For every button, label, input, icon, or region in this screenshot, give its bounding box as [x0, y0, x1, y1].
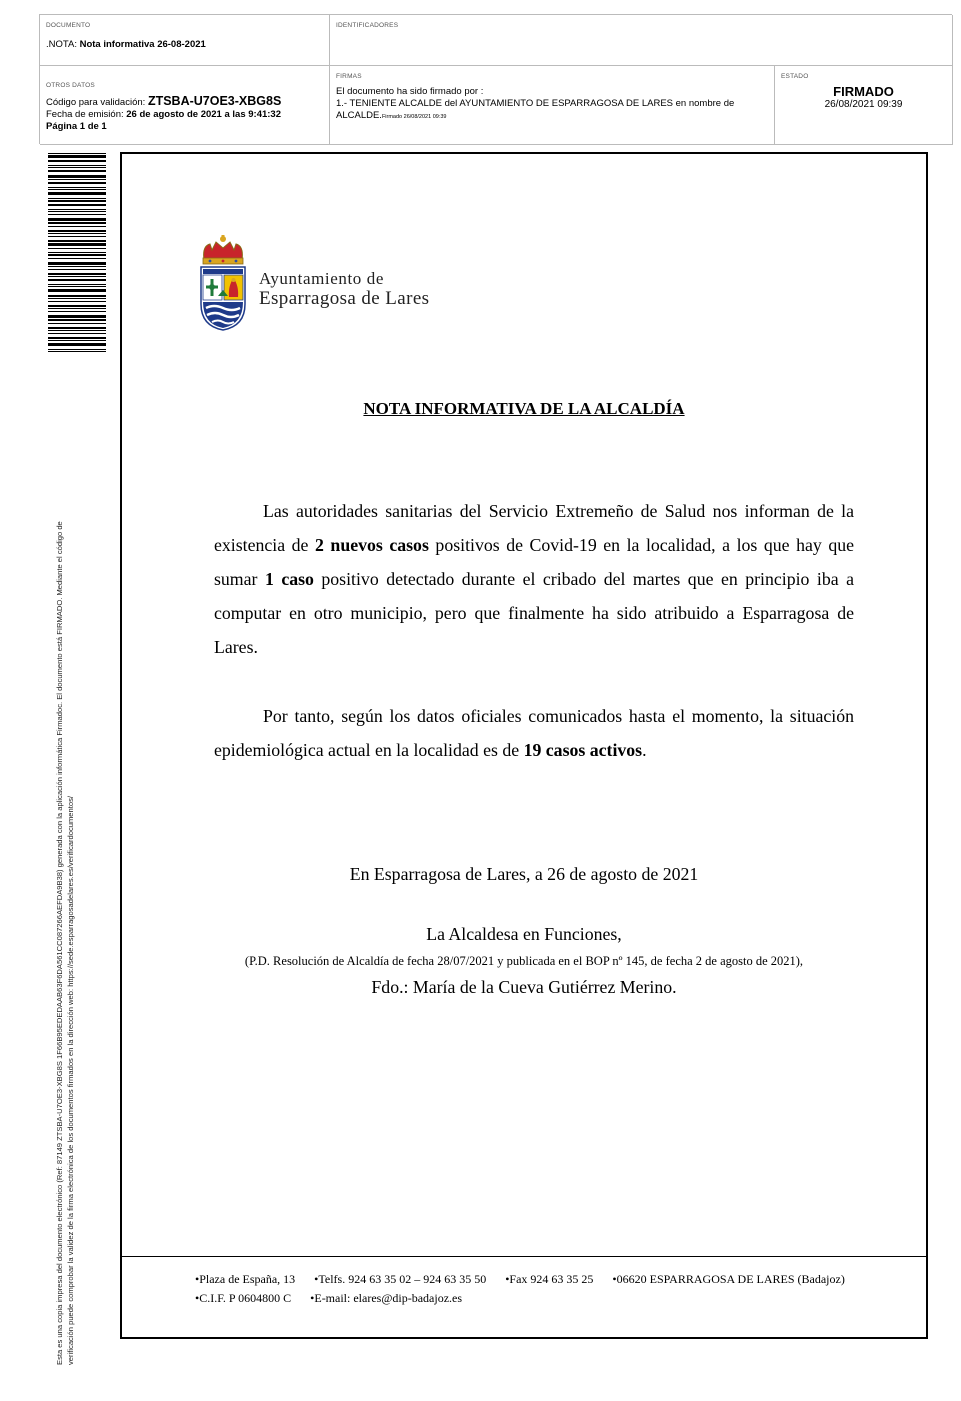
footer-phones: •Telfs. 924 63 35 02 – 924 63 35 50: [314, 1272, 487, 1286]
codigo-label: Código para validación:: [46, 97, 146, 108]
barcode-bar: [48, 153, 106, 154]
barcode-bar: [48, 273, 106, 275]
barcode-bar: [48, 266, 106, 267]
barcode-bar: [48, 330, 106, 331]
barcode-bar: [48, 254, 106, 256]
barcode-bar: [48, 262, 106, 265]
signature-delegation: (P.D. Resolución de Alcaldía de fecha 28/07/2021 y publicada en el BOP nº 145, de fecha 2 de agosto de 2021),: [244, 954, 804, 968]
signature-header-table: [39, 14, 952, 144]
letterhead-line1: Ayuntamiento de: [259, 269, 384, 288]
document-frame: [120, 152, 928, 1339]
barcode-bar: [48, 236, 106, 237]
documento-cell: [40, 15, 330, 66]
otros-datos-label: OTROS DATOS: [46, 82, 95, 89]
p1-text3: positivo detectado durante el cribado del martes que en principio iba a computar en otro municipio, pero que finalmente ha sido atribuido a Esparragosa de Lares.: [214, 569, 854, 657]
place-date: En Esparragosa de Lares, a 26 de agosto de 2021: [349, 864, 699, 884]
p2-bold1: 19 casos activos: [523, 740, 643, 760]
barcode-bar: [48, 248, 106, 249]
p2-text1: Por tanto, según los datos oficiales comunicados hasta el momento, la situación epidemiológica actual en la localidad es de: [214, 706, 854, 760]
barcode-bar: [48, 276, 106, 277]
barcode-bar: [48, 182, 106, 184]
documento-value: Nota informativa 26-08-2021: [79, 39, 206, 50]
barcode-bar: [48, 327, 106, 329]
barcode-bar: [48, 295, 106, 297]
barcode-bar: [48, 286, 106, 287]
firmas-cell: [330, 66, 775, 145]
firmas-line1: El documento ha sido firmado por :: [336, 86, 484, 97]
barcode-bar: [48, 160, 106, 162]
barcode-bar: [48, 226, 106, 227]
firmas-line3: ALCALDE.: [336, 110, 382, 121]
p2-text2: .: [642, 740, 647, 760]
firmas-line3-wrap: [336, 110, 768, 123]
footer-line2: [195, 1291, 478, 1306]
codigo-value: ZTSBA-U7OE3-XBG8S: [147, 94, 282, 108]
barcode-bar: [48, 170, 106, 172]
barcode-bar: [48, 349, 106, 350]
firmas-line2: 1.- TENIENTE ALCALDE del AYUNTAMIENTO DE ESPARRAGOSA DE LARES en nombre de: [336, 98, 735, 109]
barcode-bar: [48, 198, 106, 199]
barcode-bar: [48, 240, 106, 242]
barcode-bar: [48, 319, 106, 321]
firmas-label: FIRMAS: [336, 73, 362, 80]
barcode-bar: [48, 200, 106, 202]
fecha-value: 26 de agosto de 2021 a las 9:41:32: [126, 109, 281, 120]
barcode-bar: [48, 289, 106, 292]
paragraph-1: [214, 494, 854, 664]
barcode-bar: [48, 337, 106, 339]
fecha-line: [46, 109, 323, 121]
barcode-bar: [48, 243, 106, 246]
footer-address: •Plaza de España, 13: [195, 1272, 296, 1286]
footer-cif: •C.I.F. P 0604800 C: [195, 1291, 292, 1305]
estado-date: 26/08/2021 09:39: [824, 99, 903, 110]
barcode-bar: [48, 233, 106, 234]
barcode-bar: [48, 343, 106, 346]
side-text-line1: Esta es una copia impresa del documento electrónico (Ref: 87149 ZTSBA-U7OE3-XBG8S 1F66B95EDEDAAB63F6DA561CC087266AEFDA9B38) generada con la aplicación informática Firmadoc. El documento está FIRMADO. Mediante el código de: [55, 521, 64, 1365]
side-text-line2: verificación puede comprobar la validez de la firma electrónica de los documentos firmados en la dirección web: https://sede.esparragosadelares.es/verificardocumentos/: [66, 796, 75, 1365]
barcode-bar: [48, 179, 106, 180]
firmado-small: Firmado 26/08/2021 09:39: [381, 114, 447, 120]
barcode-bar: [48, 308, 106, 309]
verification-side-text: [54, 425, 76, 1365]
barcode-bar: [48, 209, 106, 210]
p1-text1: Las autoridades sanitarias del Servicio Extremeño de Salud nos informan de la existencia de: [214, 501, 854, 555]
barcode-bar: [48, 165, 106, 166]
barcode-bar: [48, 189, 106, 190]
barcode-bar: [48, 323, 106, 324]
documento-label: DOCUMENTO: [46, 22, 91, 29]
footer-fax: •Fax 924 63 35 25: [505, 1272, 594, 1286]
barcode-bar: [48, 279, 106, 281]
barcode-bar: [48, 214, 106, 215]
footer-postal: •06620 ESPARRAGOSA DE LARES (Badajoz): [612, 1272, 845, 1286]
barcode-bar: [48, 175, 106, 178]
barcode-bar: [48, 305, 106, 307]
estado-label: ESTADO: [781, 73, 809, 80]
barcode-bar: [48, 315, 106, 318]
barcode-bar: [48, 167, 106, 168]
documento-prefix: .NOTA:: [46, 39, 77, 50]
estado-value: FIRMADO: [833, 84, 894, 99]
p1-bold1: 2 nuevos casos: [314, 535, 429, 555]
letterhead-line2: Esparragosa de Lares: [259, 288, 430, 309]
identificadores-cell: [330, 15, 953, 66]
document-title: NOTA INFORMATIVA DE LA ALCALDÍA: [363, 399, 685, 418]
fecha-label: Fecha de emisión:: [46, 109, 124, 120]
otros-datos-cell: [40, 66, 330, 145]
barcode-bar: [48, 340, 106, 341]
barcode-bar: [48, 301, 106, 302]
barcode-bar: [48, 333, 106, 334]
barcode-bar: [48, 252, 106, 253]
identificadores-label: IDENTIFICADORES: [336, 22, 399, 29]
barcode-bar: [48, 204, 106, 206]
barcode-bar: [48, 311, 106, 312]
letterhead: [259, 269, 429, 309]
estado-cell: [775, 66, 953, 145]
barcode-bar: [48, 351, 106, 352]
barcode: [48, 153, 106, 397]
pagina-text: Página 1 de 1: [46, 121, 107, 132]
barcode-bar: [48, 192, 106, 195]
barcode-bar: [48, 187, 106, 188]
p1-text2: positivos de Covid-19 en la localidad, a los que hay que sumar: [214, 535, 855, 589]
barcode-bar: [48, 258, 106, 259]
barcode-bar: [48, 218, 106, 221]
barcode-bar: [48, 230, 106, 232]
barcode-bar: [48, 211, 106, 212]
documento-line: [46, 39, 323, 51]
coat-of-arms-logo: [198, 234, 248, 332]
signature-name: Fdo.: María de la Cueva Gutiérrez Merino.: [371, 977, 677, 997]
barcode-bar: [48, 269, 106, 270]
paragraph-2: [214, 699, 854, 767]
p1-bold2: 1 caso: [264, 569, 314, 589]
barcode-bar: [48, 155, 106, 158]
signature-role: La Alcaldesa en Funciones,: [426, 924, 622, 944]
footer-divider: [122, 1256, 926, 1257]
barcode-bar: [48, 298, 106, 299]
footer-email: •E-mail: elares@dip-badajoz.es: [310, 1291, 463, 1305]
codigo-line: [46, 95, 323, 109]
barcode-bar: [48, 222, 106, 224]
barcode-bar: [48, 284, 106, 285]
footer-line1: [195, 1272, 861, 1287]
